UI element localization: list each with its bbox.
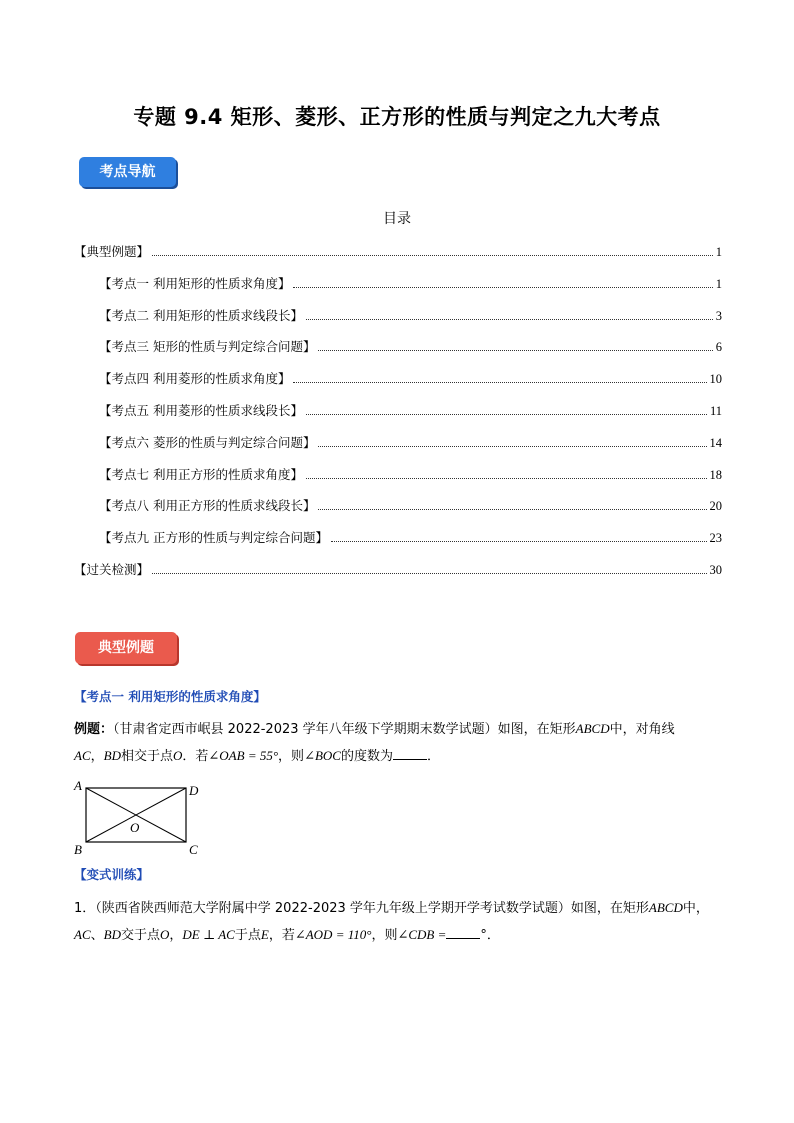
practice-problem-1: [74, 895, 734, 949]
example-text: ．若: [182, 749, 209, 764]
toc-entry-page: 1: [715, 245, 722, 259]
problem-text: 于点: [234, 928, 261, 943]
toc-dot-leader: [306, 319, 713, 320]
example-text: ，则: [278, 749, 305, 764]
center-label-o: O: [130, 820, 140, 835]
toc-heading: 目录: [383, 211, 411, 227]
toc-dot-leader: [152, 255, 713, 256]
toc-entry[interactable]: [99, 528, 722, 546]
math-bd: BD: [103, 927, 121, 942]
toc-entry-page: 11: [709, 404, 722, 418]
toc-entry-label: 【考点五 利用菱形的性质求线段长】: [99, 403, 303, 418]
toc-entry-page: 14: [709, 435, 722, 450]
toc-entry-page: 3: [715, 308, 722, 323]
problem-text: 交于点: [120, 928, 160, 943]
example-text: 中，对角线: [609, 722, 675, 737]
problem-text: ，若: [268, 928, 295, 943]
problem-text: 、: [90, 928, 104, 943]
toc-entry-label: 【考点三 矩形的性质与判定综合问题】: [99, 339, 316, 355]
toc-entry-label: 【考点八 利用正方形的性质求线段长】: [99, 498, 316, 514]
math-condition: ∠AOD = 110°: [294, 927, 372, 942]
toc-entry[interactable]: [99, 274, 722, 292]
toc-entry-label: 【考点九 正方形的性质与判定综合问题】: [99, 530, 328, 546]
examples-badge: 典型例题: [75, 632, 177, 664]
problem-text: ，则: [371, 928, 398, 943]
math-ac: AC: [74, 748, 91, 763]
problem-text: ，: [169, 928, 183, 943]
toc-entry-page: 30: [709, 563, 722, 577]
example-text: 相交于点: [120, 749, 173, 764]
math-e: E: [260, 927, 269, 942]
example-source: （甘肃省定西市岷县 2022-2023 学年八年级下学期期末数学试题）如图，在矩形: [113, 722, 576, 737]
toc-entry[interactable]: [99, 369, 722, 387]
example-text: ，: [90, 749, 104, 764]
nav-badge: 考点导航: [79, 157, 176, 187]
toc-entry-label: 【考点四 利用菱形的性质求角度】: [99, 371, 291, 387]
toc-dot-leader: [318, 509, 706, 510]
example-problem: [74, 716, 724, 770]
toc-entry[interactable]: [99, 401, 722, 419]
toc-entry-page: 20: [709, 499, 722, 514]
toc-entry-label: 【考点六 菱形的性质与判定综合问题】: [99, 434, 316, 450]
toc-dot-leader: [152, 573, 706, 574]
math-ask: ∠CDB =: [397, 927, 447, 942]
toc-entry-label: 【典型例题】: [74, 244, 150, 259]
toc-entry[interactable]: [74, 560, 722, 578]
toc-entry[interactable]: [99, 465, 722, 483]
math-perpendicular: DE ⊥ AC: [182, 927, 235, 942]
vertex-label-b: B: [74, 842, 82, 857]
toc-dot-leader: [306, 414, 707, 415]
toc-entry-page: 6: [715, 340, 722, 355]
answer-blank: [393, 747, 427, 760]
rectangle-diagram: [70, 776, 210, 858]
problem-text: 中，: [682, 901, 709, 916]
vertex-label-a: A: [74, 778, 82, 793]
example-text: ．: [426, 749, 440, 764]
toc-entry-label: 【考点一 利用矩形的性质求角度】: [99, 275, 291, 291]
toc-entry-label: 【考点七 利用正方形的性质求角度】: [99, 466, 303, 482]
example-text: 的度数为: [340, 749, 393, 764]
toc-dot-leader: [331, 541, 707, 542]
example-prefix: 例题：: [74, 722, 114, 737]
toc-entry-label: 【过关检测】: [74, 562, 150, 577]
variant-training-heading: 【变式训练】: [74, 867, 150, 882]
toc-entry-page: 18: [709, 467, 722, 482]
vertex-label-c: C: [189, 842, 198, 857]
toc-entry-page: 10: [709, 372, 722, 387]
math-ask: ∠BOC: [304, 748, 341, 763]
toc-entry-label: 【考点二 利用矩形的性质求线段长】: [99, 307, 303, 323]
document-title: 专题 9.4 矩形、菱形、正方形的性质与判定之九大考点: [133, 105, 661, 129]
problem-number: 1．: [74, 901, 96, 916]
toc-entry[interactable]: [99, 337, 722, 355]
math-rect: ABCD: [575, 721, 610, 736]
vertex-label-d: D: [189, 783, 199, 798]
toc-entry[interactable]: [99, 433, 722, 451]
math-ac: AC: [74, 927, 91, 942]
toc-entry-page: 1: [715, 276, 722, 291]
toc-dot-leader: [293, 382, 706, 383]
math-bd: BD: [103, 748, 121, 763]
math-o: O: [160, 927, 170, 942]
toc-dot-leader: [318, 446, 706, 447]
toc-entry[interactable]: [99, 306, 722, 324]
math-condition: ∠OAB = 55°: [208, 748, 279, 763]
toc-dot-leader: [318, 350, 712, 351]
toc-entry[interactable]: [99, 496, 722, 514]
math-rect: ABCD: [648, 900, 683, 915]
toc-entry[interactable]: [74, 242, 722, 260]
toc-dot-leader: [293, 287, 712, 288]
answer-blank: [446, 926, 480, 939]
math-o: O: [173, 748, 183, 763]
section-heading: 【考点一 利用矩形的性质求角度】: [74, 689, 266, 704]
problem-source: （陕西省陕西师范大学附属中学 2022-2023 学年九年级上学期开学考试数学试题）如图，在矩形: [95, 901, 649, 916]
toc-dot-leader: [306, 478, 707, 479]
problem-text: °．: [480, 928, 500, 943]
toc-entry-page: 23: [709, 531, 722, 546]
